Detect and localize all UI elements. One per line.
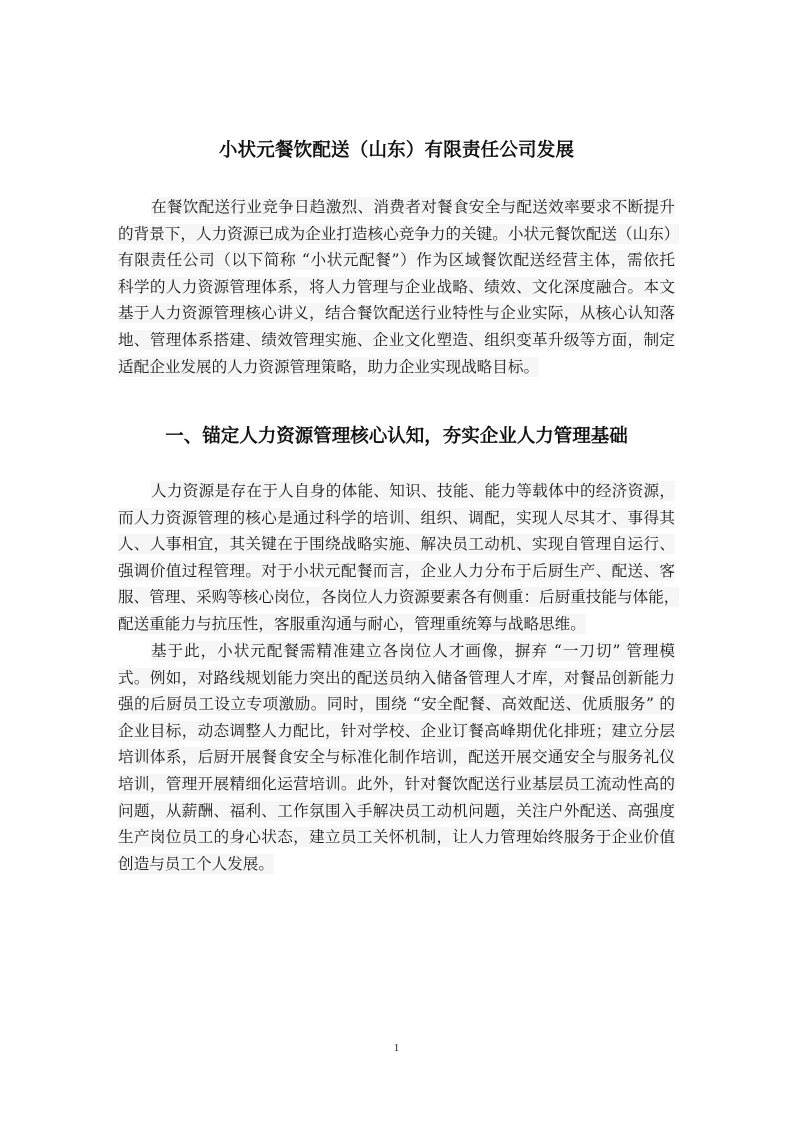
text-line: 科学的人力资源管理体系，将人力管理与企业战略、绩效、文化深度融合。本文 [118,277,675,296]
text-line: 而人力资源管理的核心是通过科学的培训、组织、调配，实现人尽其才、事得其 [118,508,675,527]
document-title: 小状元餐饮配送（山东）有限责任公司发展 [218,140,575,161]
text-line: 的背景下，人力资源已成为企业打造核心竞争力的关键。小状元餐饮配送（山东） [118,224,680,243]
page-number: 1 [393,1042,400,1054]
text-line: 适配企业发展的人力资源管理策略，助力企业实现战略目标。 [118,357,540,376]
text-line: 式。例如，对路线规划能力突出的配送员纳入储备管理人才库，对餐品创新能力 [118,668,675,687]
text-line: 基于人力资源管理核心讲义，结合餐饮配送行业特性与企业实际，从核心认知落 [118,304,675,323]
text-line: 有限责任公司（以下简称 “小状元配餐”）作为区域餐饮配送经营主体，需依托 [118,251,675,270]
text-line: 企业目标，动态调整人力配比，针对学校、企业订餐高峰期优化排班；建立分层 [118,721,675,740]
text-line: 培训，管理开展精细化运营培训。此外，针对餐饮配送行业基层员工流动性高的 [118,774,675,793]
text-line: 培训体系，后厨开展餐食安全与标准化制作培训，配送开展交通安全与服务礼仪 [118,748,675,767]
intro-paragraph [118,194,680,380]
text-line: 人、人事相宜，其关键在于围绕战略实施、解决员工动机、实现自管理自运行、 [118,535,675,554]
text-line: 强的后厨员工设立专项激励。同时，围绕 “安全配餐、高效配送、优质服务” 的 [118,695,675,714]
text-line: 服、管理、采购等核心岗位，各岗位人力资源要素各有侧重：后厨重技能与体能， [118,588,680,607]
text-line: 基于此，小状元配餐需精准建立各岗位人才画像，摒弃 “一刀切” 管理模 [151,642,675,660]
text-line: 生产岗位员工的身心状态，建立员工关怀机制，让人力管理始终服务于企业价值 [118,828,675,847]
text-line: 问题，从薪酬、福利、工作氛围入手解决员工动机问题，关注户外配送、高强度 [118,801,675,820]
section-heading: 一、锚定人力资源管理核心认知，夯实企业人力管理基础 [165,426,628,447]
section1-paragraph-1 [118,478,680,638]
text-line: 在餐饮配送行业竞争日趋激烈、消费者对餐食安全与配送效率要求不断提升 [151,198,675,216]
text-line: 强调价值过程管理。对于小状元配餐而言，企业人力分布于后厨生产、配送、客 [118,561,675,580]
text-line: 地、管理体系搭建、绩效管理实施、企业文化塑造、组织变革升级等方面，制定 [118,330,675,349]
text-line: 配送重能力与抗压性，客服重沟通与耐心，管理重统筹与战略思维。 [118,614,586,633]
text-line: 创造与员工个人发展。 [118,854,274,873]
section1-paragraph-2 [118,638,675,877]
text-line: 人力资源是存在于人自身的体能、知识、技能、能力等载体中的经济资源， [151,482,675,500]
